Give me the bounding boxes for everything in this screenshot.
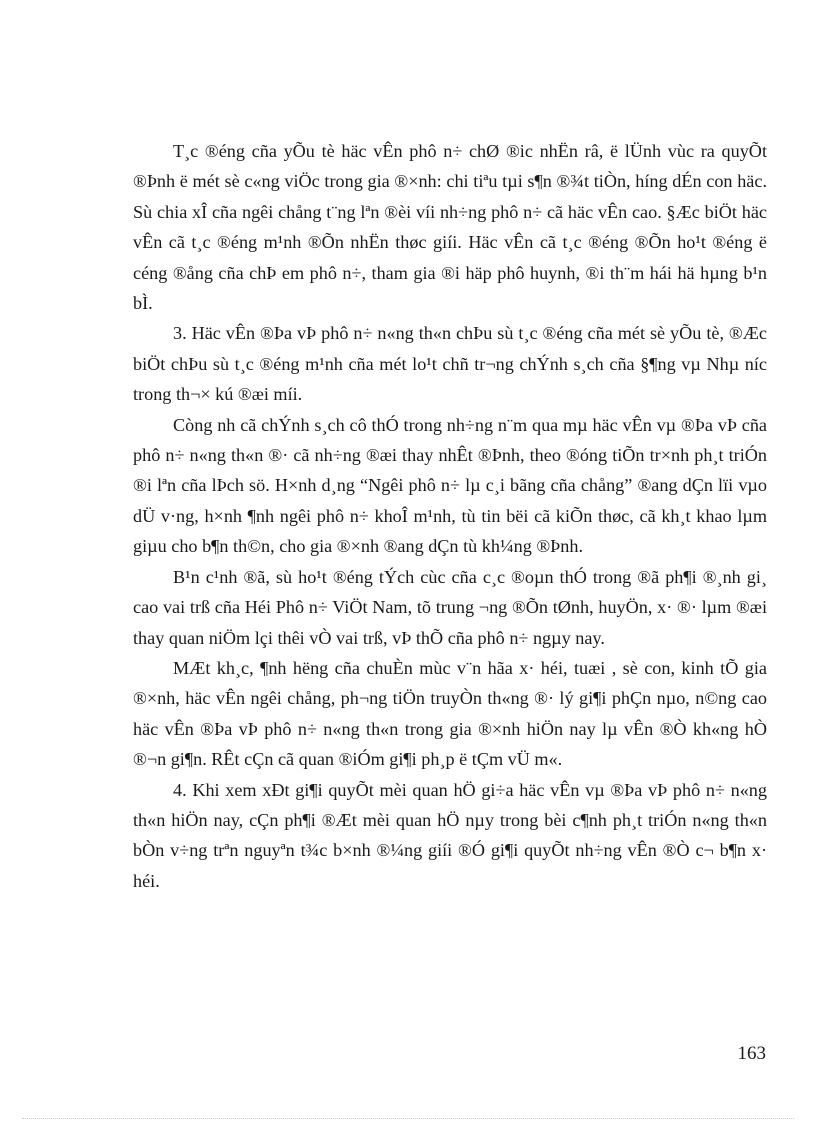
paragraph-1: T¸c ®éng cña yÕu tè häc vÊn phô n÷ chØ ®ic nhËn râ, ë lÜnh vùc ra quyÕt ®Þnh ë mét sè c«ng viÖc trong gia ®×nh: chi tiªu tµi s¶n ®¾t tiÒn, híng dÉn con häc. Sù chia xÎ cña ngêi chång t¨ng lªn ®èi víi nh÷ng phô n÷ cã häc vÊn cao. §Æc biÖt häc vÊn cã t¸c ®éng m¹nh ®Õn nhËn thøc giíi. Häc vÊn cã t¸c ®éng ®Õn ho¹t ®éng ë céng ®ång cña chÞ em phô n÷, tham gia ®i häp phô huynh, ®i th¨m hái hä hµng b¹n bÌ. xyxy=(133,141,767,314)
page-number: 163 xyxy=(737,1043,766,1064)
paragraph-2: 3. Häc vÊn ®Þa vÞ phô n÷ n«ng th«n chÞu sù t¸c ®éng cña mét sè yÕu tè, ®Æc biÖt chÞu sù t¸c ®éng m¹nh cña mét lo¹t chñ tr¬ng chÝnh s¸ch cña §¶ng vµ Nhµ níc trong th¬× kú ®æi míi. xyxy=(133,323,767,405)
paragraph-4: B¹n c¹nh ®ã, sù ho¹t ®éng tÝch cùc cña c¸c ®oµn thÓ trong ®ã ph¶i ®¸nh gi¸ cao vai trß cña Héi Phô n÷ ViÖt Nam, tõ trung ¬ng ®Õn tØnh, huyÖn, x· ®· lµm ®æi thay quan niÖm lçi thêi vÒ vai trß, vÞ thÕ cña phô n÷ ngµy nay. xyxy=(133,566,767,648)
paragraph-5: MÆt kh¸c, ¶nh hëng cña chuÈn mùc v¨n hãa x· héi, tuæi , sè con, kinh tÕ gia ®×nh, häc vÊn ngêi chång, ph¬ng tiÖn truyÒn th«ng ®· lý gi¶i phÇn nµo, n©ng cao häc vÊn ®Þa vÞ phô n÷ n«ng th«n trong gia ®×nh hiÖn nay lµ vÊn ®Ò kh«ng hÒ ®¬n gi¶n. RÊt cÇn cã quan ®iÓm gi¶i ph¸p ë tÇm vÜ m«. xyxy=(133,657,767,770)
body-text xyxy=(133,136,767,896)
footer-divider xyxy=(22,1118,794,1119)
paragraph-3: Còng nh cã chÝnh s¸ch cô thÓ trong nh÷ng n¨m qua mµ häc vÊn vµ ®Þa vÞ cña phô n÷ n«ng th«n ®· cã nh÷ng ®æi thay nhÊt ®Þnh, theo ®óng tiÕn tr×nh ph¸t triÓn ®i lªn cña lÞch sö. H×nh d¸ng “Ngêi phô n÷ lµ c¸i bãng cña chång” ®ang dÇn lïi vµo dÜ v·ng, h×nh ¶nh ngêi phô n÷ khoÎ m¹nh, tù tin bëi cã kiÕn thøc, cã kh¸t khao lµm giµu cho b¶n th©n, cho gia ®×nh ®ang dÇn tù kh¼ng ®Þnh. xyxy=(133,414,767,557)
paragraph-6: 4. Khi xem xÐt gi¶i quyÕt mèi quan hÖ gi÷a häc vÊn vµ ®Þa vÞ phô n÷ n«ng th«n hiÖn nay, cÇn ph¶i ®Æt mèi quan hÖ nµy trong bèi c¶nh ph¸t triÓn n«ng th«n bÒn v÷ng trªn nguyªn t¾c b×nh ®¼ng giíi ®Ó gi¶i quyÕt nh÷ng vÊn ®Ò c¬ b¶n x· héi. xyxy=(133,779,767,891)
